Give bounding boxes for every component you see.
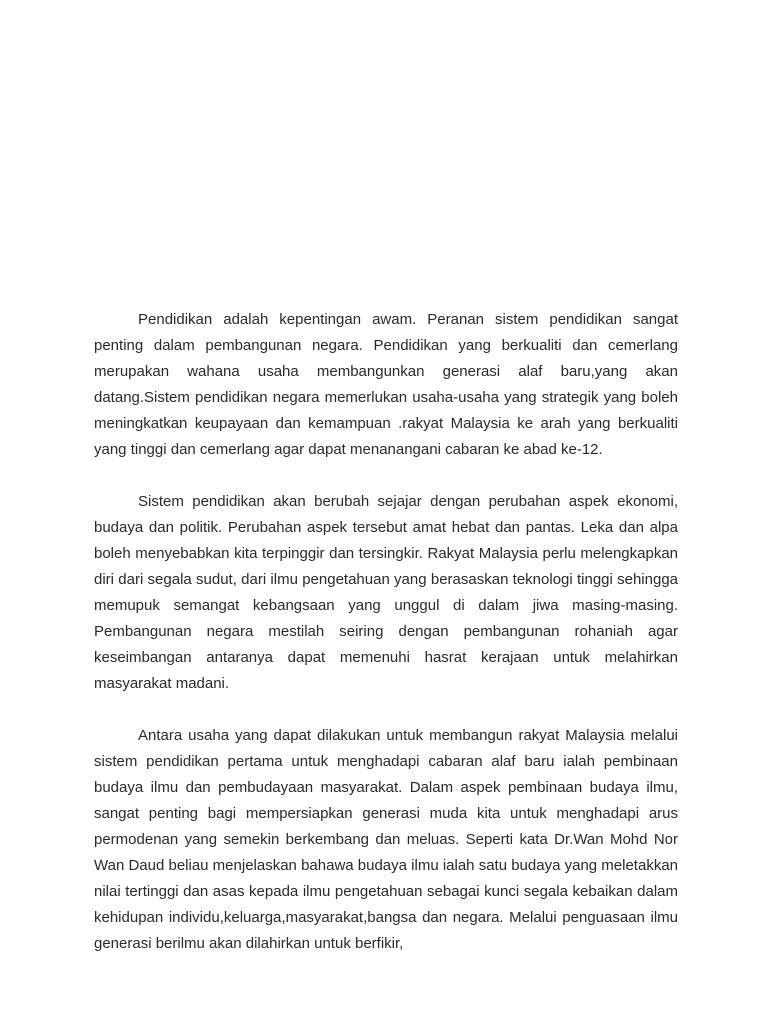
paragraph-1: Pendidikan adalah kepentingan awam. Peranan sistem pendidikan sangat penting dalam pembangunan negara. Pendidikan yang berkualiti dan cemerlang merupakan wahana usaha membangunkan generasi alaf baru,yang akan datang.Sistem pendidikan negara memerlukan usaha-usaha yang strategik yang boleh meningkatkan keupayaan dan kemampuan .rakyat Malaysia ke arah yang berkualiti yang tinggi dan cemerlang agar dapat menanangani cabaran ke abad ke-12.	[94, 311, 678, 458]
document-body	[94, 307, 678, 983]
paragraph-3: Antara usaha yang dapat dilakukan untuk membangun rakyat Malaysia melalui sistem pendidikan pertama untuk menghadapi cabaran alaf baru ialah pembinaan budaya ilmu dan pembudayaan masyarakat. Dalam aspek pembinaan budaya ilmu, sangat penting bagi mempersiapkan generasi muda kita untuk menghadapi arus permodenan yang semekin berkembang dan meluas. Seperti kata Dr.Wan Mohd Nor Wan Daud beliau menjelaskan bahawa budaya ilmu ialah satu budaya yang meletakkan nilai tertinggi dan asas kepada ilmu pengetahuan sebagai kunci segala kebaikan dalam kehidupan individu,keluarga,masyarakat,bangsa dan negara. Melalui penguasaan ilmu generasi berilmu akan dilahirkan untuk berfikir,	[94, 727, 678, 952]
paragraph-2: Sistem pendidikan akan berubah sejajar dengan perubahan aspek ekonomi, budaya dan politik. Perubahan aspek tersebut amat hebat dan pantas. Leka dan alpa boleh menyebabkan kita terpinggir dan tersingkir. Rakyat Malaysia perlu melengkapkan diri dari segala sudut, dari ilmu pengetahuan yang berasaskan teknologi tinggi sehingga memupuk semangat kebangsaan yang unggul di dalam jiwa masing-masing. Pembangunan negara mestilah seiring dengan pembangunan rohaniah agar keseimbangan antaranya dapat memenuhi hasrat kerajaan untuk melahirkan masyarakat madani.	[94, 493, 678, 692]
